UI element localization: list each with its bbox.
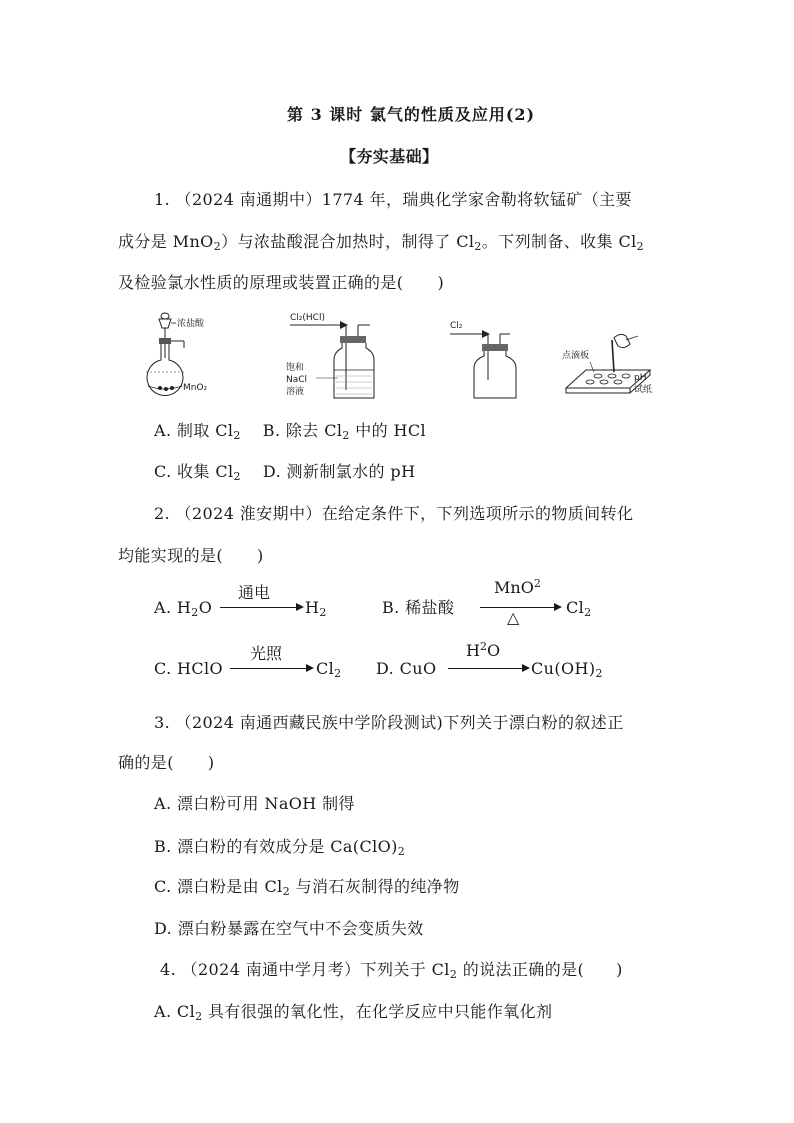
q2-option-a-arrow: 通电 <box>220 580 310 620</box>
q1-options-cd <box>154 461 415 483</box>
q2-option-a-product: $H_2$ <box>305 598 327 619</box>
apparatus-figure <box>150 310 670 402</box>
q3-option-d: D. 漂白粉暴露在空气中不会变质失效 <box>154 919 424 938</box>
q1-option-b: B. 除去 $Cl_2$ 中的 HCl <box>262 421 427 442</box>
label-cl2-in: Cl₂ <box>450 321 463 331</box>
label-nacl: NaCl <box>286 375 308 385</box>
label-conc-hcl: 浓盐酸 <box>177 319 205 329</box>
section-heading: 【夯实基础】 <box>340 147 439 166</box>
label-mno2: MnO₂ <box>183 383 208 393</box>
q2-option-b-arrow: MnO$^2$ △ <box>480 578 566 626</box>
q1-options-ab <box>154 420 426 442</box>
label-saturated: 饱和 <box>286 363 305 373</box>
page-title: 第 3 课时 氯气的性质及应用(2) <box>287 105 536 124</box>
apparatus-c-collecting-bottle <box>448 310 528 402</box>
q3-option-c: C. 漂白粉是由 $Cl_2$ 与消石灰制得的纯净物 <box>154 877 460 898</box>
q3-line2: 确的是( ) <box>118 753 215 772</box>
q2-option-b-reactant: B. 稀盐酸 <box>382 598 455 617</box>
q3-option-a: A. 漂白粉可用 NaOH 制得 <box>154 794 355 813</box>
q3-option-b: B. 漂白粉的有效成分是 $Ca(ClO)_2$ <box>154 837 406 858</box>
label-solution: 溶液 <box>286 387 305 397</box>
q2-option-a-reactant: A. $H_2O$ <box>154 598 213 619</box>
q1-option-d: D. 测新制氯水的 pH <box>262 462 416 481</box>
q3-line1: 3. （2024 南通西藏民族中学阶段测试)下列关于漂白粉的叙述正 <box>154 713 624 732</box>
label-cl2-hcl: Cl₂(HCl) <box>290 313 325 323</box>
apparatus-d-spot-plate <box>560 310 670 402</box>
label-spot-plate: 点滴板 <box>562 351 590 361</box>
q1-line3: 及检验氯水性质的原理或装置正确的是( ) <box>118 273 445 292</box>
q2-option-d-arrow: $H^2O$ <box>448 641 534 681</box>
label-ph: pH <box>634 373 647 383</box>
q2-line1: 2. （2024 淮安期中）在给定条件下，下列选项所示的物质间转化 <box>154 504 634 523</box>
q1-option-c: C. 收集 $Cl_2$ <box>154 462 241 483</box>
label-test-paper: 试纸 <box>634 385 653 395</box>
q1-line2: 成分是 MnO$_2$）与浓盐酸混合加热时，制得了 $Cl_2$。下列制备、收集 $Cl_2$ <box>118 232 645 253</box>
q4-option-a: A. $Cl_2$ 具有很强的氧化性，在化学反应中只能作氧化剂 <box>154 1002 553 1023</box>
q1-option-a: A. 制取 $Cl_2$ <box>154 421 241 442</box>
apparatus-b-washing-bottle <box>286 310 396 402</box>
q2-option-c-reactant: C. HClO <box>154 659 224 678</box>
q2-option-b-product: $Cl_2$ <box>566 598 592 619</box>
apparatus-a-flask <box>150 310 240 402</box>
q2-option-c-arrow: 光照 <box>230 641 320 681</box>
q2-line2: 均能实现的是( ) <box>118 546 264 565</box>
q2-option-c-product: $Cl_2$ <box>316 659 342 680</box>
q2-option-d-reactant: D. CuO <box>376 659 437 678</box>
q4-line1: 4. （2024 南通中学月考）下列关于 $Cl_2$ 的说法正确的是( ) <box>160 960 623 981</box>
q1-line1: 1. （2024 南通期中）1774 年，瑞典化学家舍勒将软锰矿（主要 <box>154 190 632 209</box>
q2-option-d-product: $Cu(OH)_2$ <box>531 659 603 680</box>
